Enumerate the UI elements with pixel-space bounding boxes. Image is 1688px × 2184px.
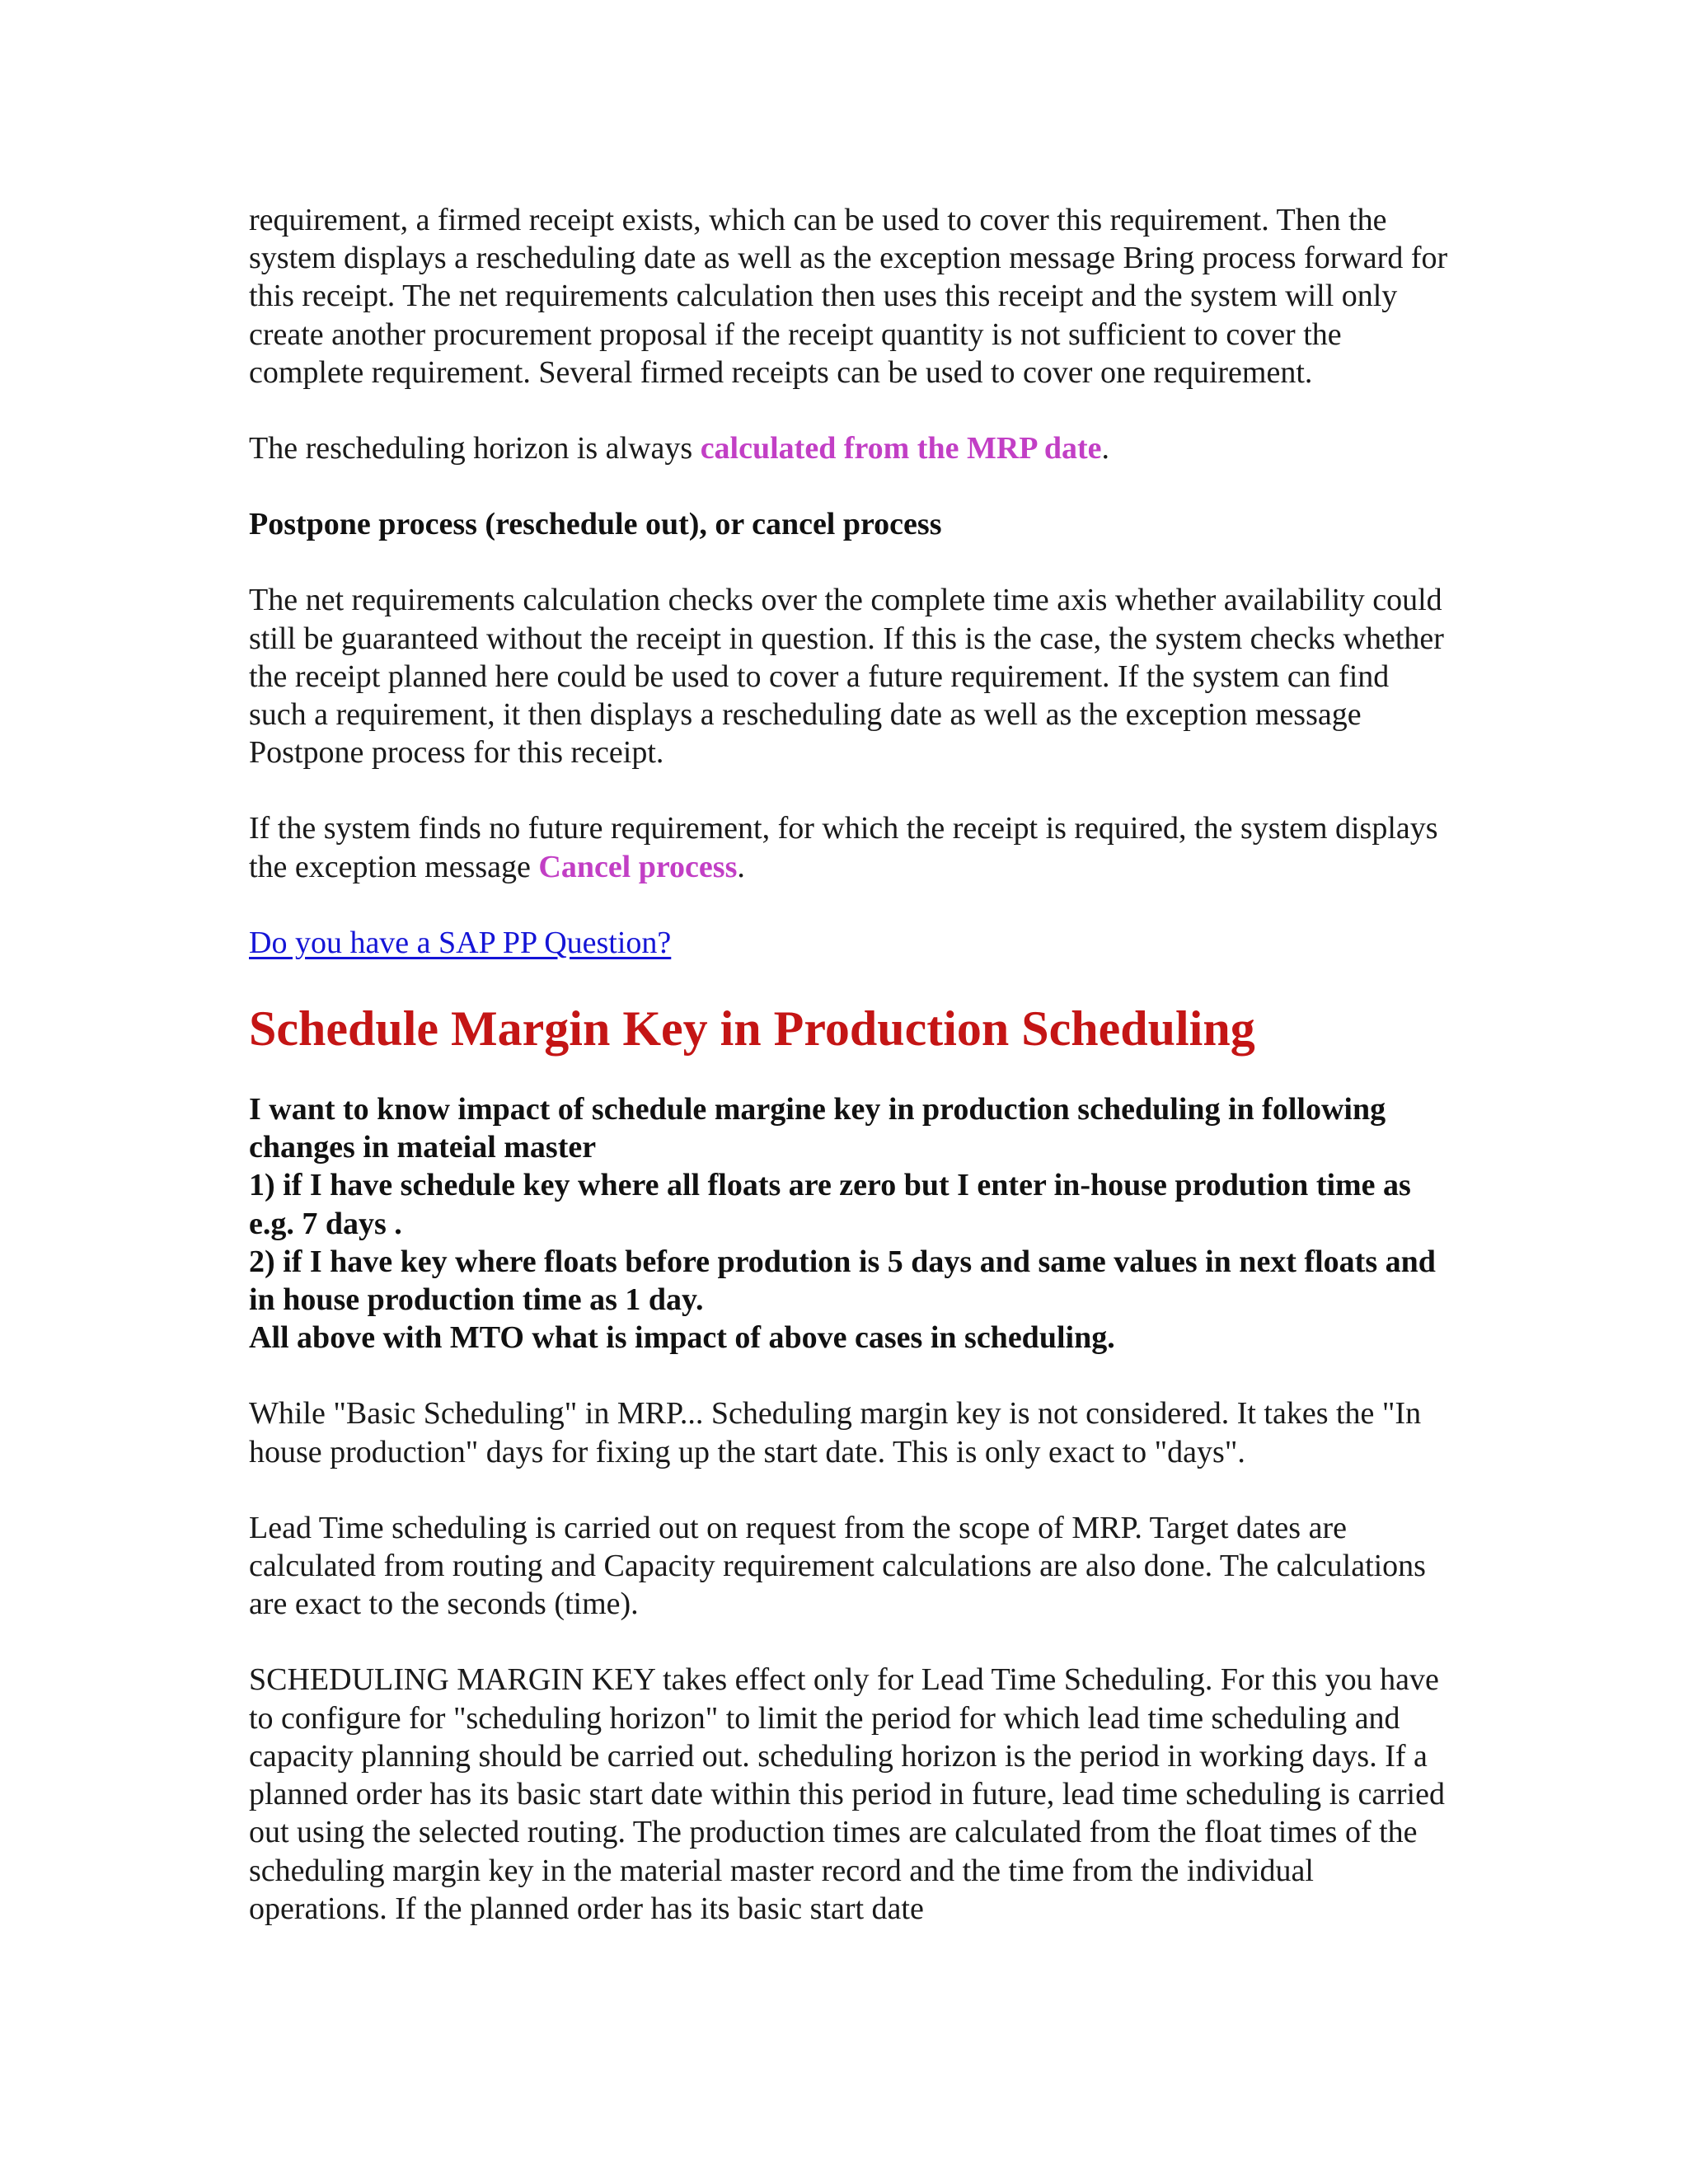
question-line: I want to know impact of schedule margine key in production scheduling in following changes in mateial master bbox=[249, 1092, 1386, 1165]
postpone-heading: Postpone process (reschedule out), or cancel process bbox=[249, 507, 942, 542]
cancel-period: . bbox=[737, 849, 745, 884]
document-page bbox=[249, 201, 1452, 1966]
horizon-period: . bbox=[1101, 431, 1110, 466]
scheduling-margin-key-paragraph: SCHEDULING MARGIN KEY takes effect only for Lead Time Scheduling. For this you have to configure for "scheduling horizon" to limit the period for which lead time scheduling and capacity planning should be carried out. scheduling horizon is the period in working days. If a planned order has its basic start date within this period in future, lead time scheduling is carried out using the selected routing. The production times are calculated from the float times of the scheduling margin key in the material master record and the time from the individual operations. If the planned order has its basic start date bbox=[249, 1662, 1445, 1926]
cancel-process-paragraph bbox=[249, 809, 1452, 885]
question-line: All above with MTO what is impact of above cases in scheduling. bbox=[249, 1320, 1115, 1356]
intro-paragraph: requirement, a firmed receipt exists, which can be used to cover this requirement. Then the system displays a rescheduling date as well as the exception message Bring process forward for this receipt. The net requirements calculation then uses this receipt and the system will only create another procurement proposal if the receipt quantity is not sufficient to cover the complete requirement. Several firmed receipts can be used to cover one requirement. bbox=[249, 203, 1448, 390]
cancel-highlight: Cancel process bbox=[538, 849, 738, 884]
horizon-highlight: calculated from the MRP date bbox=[700, 431, 1102, 466]
question-line: 1) if I have schedule key where all floats are zero but I enter in-house prodution time as e.g. 7 days . bbox=[249, 1168, 1411, 1241]
section-title: Schedule Margin Key in Production Scheduling bbox=[249, 1001, 1255, 1057]
horizon-text: The rescheduling horizon is always bbox=[249, 431, 701, 466]
postpone-paragraph: The net requirements calculation checks over the complete time axis whether availability could still be guaranteed without the receipt in question. If this is the case, the system checks whether the receipt planned here could be used to cover a future requirement. If the system can find such a requirement, it then displays a rescheduling date as well as the exception message Postpone process for this receipt. bbox=[249, 583, 1444, 771]
rescheduling-horizon-paragraph bbox=[249, 429, 1452, 467]
lead-time-paragraph: Lead Time scheduling is carried out on request from the scope of MRP. Target dates are calculated from routing and Capacity requirement calculations are also done. The calculations are exact to the seconds (time). bbox=[249, 1510, 1426, 1622]
question-link-paragraph bbox=[249, 924, 1452, 962]
user-question bbox=[249, 1090, 1452, 1357]
basic-scheduling-paragraph: While "Basic Scheduling" in MRP... Scheduling margin key is not considered. It takes the "In house production" days for fixing up the start date. This is only exact to "days". bbox=[249, 1396, 1422, 1469]
question-line: 2) if I have key where floats before prodution is 5 days and same values in next floats and in house production time as 1 day. bbox=[249, 1244, 1436, 1318]
cancel-text: If the system finds no future requirement, for which the receipt is required, the system displays the exception message bbox=[249, 811, 1438, 884]
sap-pp-question-link[interactable]: Do you have a SAP PP Question? bbox=[249, 925, 672, 960]
